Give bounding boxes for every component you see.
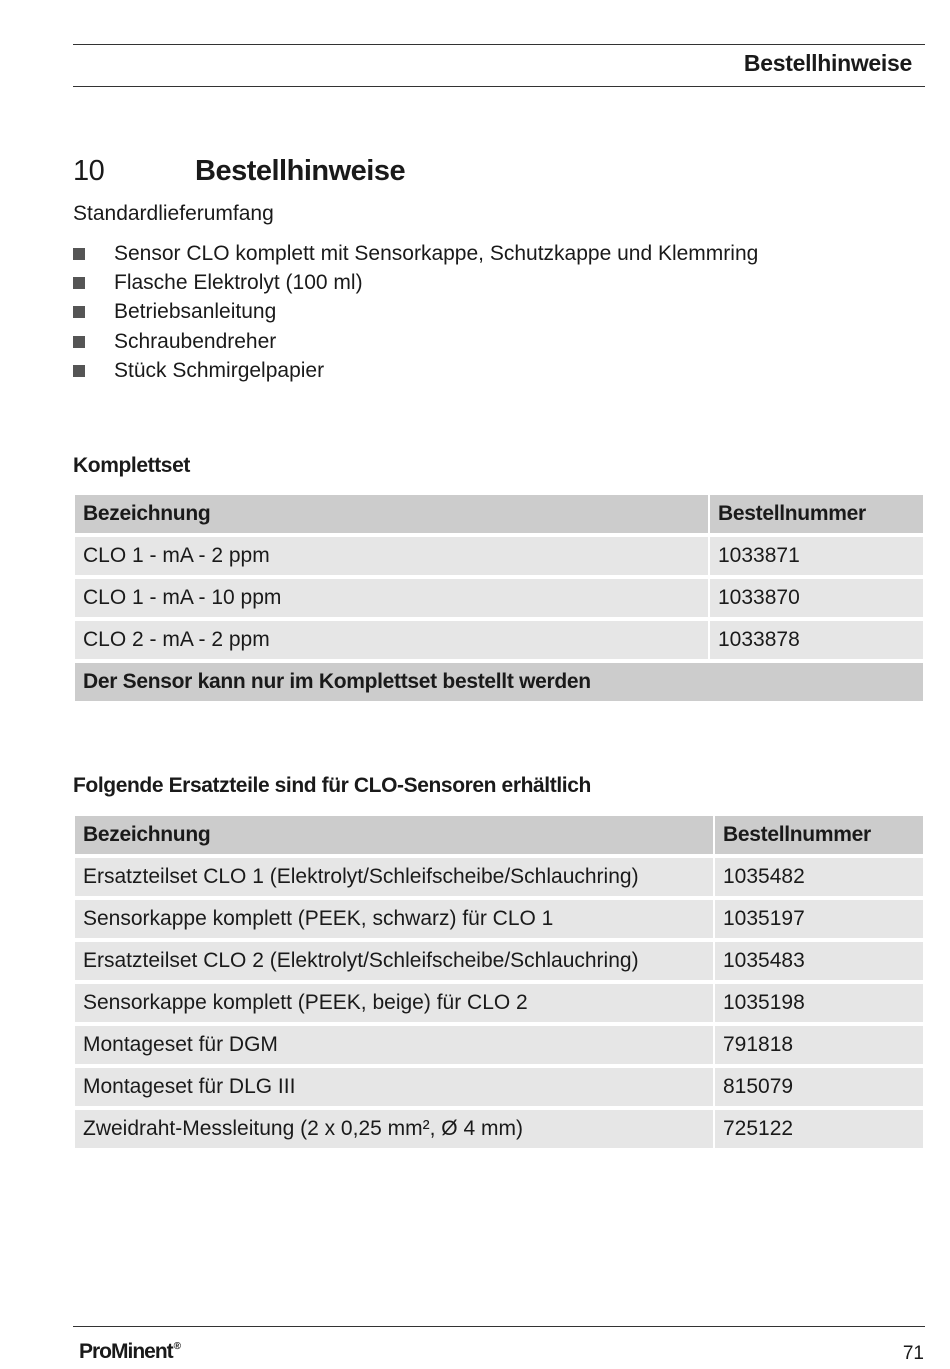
page-number: 71 <box>902 1343 924 1364</box>
cell-order-number: 725122 <box>715 1110 923 1148</box>
kit-note: Der Sensor kann nur im Komplettset bestellt werden <box>75 663 923 701</box>
cell-order-number: 1033878 <box>710 621 923 659</box>
list-item-text: Betriebsanleitung <box>114 300 277 324</box>
cell-designation: CLO 1 - mA - 2 ppm <box>75 537 708 575</box>
list-item-text: Flasche Elektrolyt (100 ml) <box>114 271 363 295</box>
table-row <box>75 1068 923 1106</box>
cell-order-number: 1033871 <box>710 537 923 575</box>
header-rule-top <box>73 44 925 45</box>
list-item <box>73 327 758 356</box>
kit-title: Komplettset <box>73 454 190 477</box>
square-bullet-icon <box>73 248 85 260</box>
square-bullet-icon <box>73 306 85 318</box>
list-item-text: Schraubendreher <box>114 329 277 353</box>
table-header-row <box>75 816 923 854</box>
cell-order-number: 1035483 <box>715 942 923 980</box>
chapter-number: 10 <box>73 155 105 187</box>
chapter-heading <box>73 155 405 188</box>
scope-title: Standardlieferumfang <box>73 202 274 225</box>
column-header-order-number: Bestellnummer <box>715 816 923 854</box>
cell-designation: Ersatzteilset CLO 1 (Elektrolyt/Schleifscheibe/Schlauchring) <box>75 858 713 896</box>
table-header-row <box>75 495 923 533</box>
table-row <box>75 579 923 617</box>
cell-designation: Montageset für DLG III <box>75 1068 713 1106</box>
table-row <box>75 984 923 1022</box>
cell-order-number: 1035482 <box>715 858 923 896</box>
square-bullet-icon <box>73 365 85 377</box>
cell-order-number: 791818 <box>715 1026 923 1064</box>
footer-rule <box>73 1326 925 1327</box>
table-row <box>75 858 923 896</box>
cell-designation: Montageset für DGM <box>75 1026 713 1064</box>
spares-title: Folgende Ersatzteile sind für CLO-Sensoren erhältlich <box>73 774 591 797</box>
running-header: Bestellhinweise <box>743 50 912 76</box>
cell-designation: Zweidraht-Messleitung (2 x 0,25 mm², Ø 4 mm) <box>75 1110 713 1148</box>
cell-designation: CLO 2 - mA - 2 ppm <box>75 621 708 659</box>
table-row <box>75 1026 923 1064</box>
cell-designation: Sensorkappe komplett (PEEK, beige) für CLO 2 <box>75 984 713 1022</box>
table-row <box>75 900 923 938</box>
cell-designation: Ersatzteilset CLO 2 (Elektrolyt/Schleifscheibe/Schlauchring) <box>75 942 713 980</box>
cell-designation: Sensorkappe komplett (PEEK, schwarz) für CLO 1 <box>75 900 713 938</box>
column-header-designation: Bezeichnung <box>75 816 713 854</box>
column-header-order-number: Bestellnummer <box>710 495 923 533</box>
cell-order-number: 1033870 <box>710 579 923 617</box>
square-bullet-icon <box>73 336 85 348</box>
kit-table <box>73 491 925 705</box>
prominent-logo <box>79 1340 180 1364</box>
header-rule-bottom <box>73 86 925 87</box>
square-bullet-icon <box>73 277 85 289</box>
cell-order-number: 1035197 <box>715 900 923 938</box>
registered-mark: ® <box>173 1341 181 1352</box>
list-item <box>73 239 758 268</box>
table-row <box>75 621 923 659</box>
logo-text: ProMinent <box>79 1340 173 1363</box>
table-row <box>75 537 923 575</box>
list-item <box>73 268 758 297</box>
table-note-row <box>75 663 923 701</box>
list-item-text: Sensor CLO komplett mit Sensorkappe, Schutzkappe und Klemmring <box>114 241 759 265</box>
table-row <box>75 942 923 980</box>
scope-list <box>73 239 758 386</box>
table-row <box>75 1110 923 1148</box>
list-item <box>73 298 758 327</box>
cell-designation: CLO 1 - mA - 10 ppm <box>75 579 708 617</box>
spares-table <box>73 812 925 1152</box>
chapter-title: Bestellhinweise <box>195 155 406 187</box>
cell-order-number: 1035198 <box>715 984 923 1022</box>
column-header-designation: Bezeichnung <box>75 495 708 533</box>
list-item-text: Stück Schmirgelpapier <box>114 359 325 383</box>
list-item <box>73 357 758 386</box>
cell-order-number: 815079 <box>715 1068 923 1106</box>
